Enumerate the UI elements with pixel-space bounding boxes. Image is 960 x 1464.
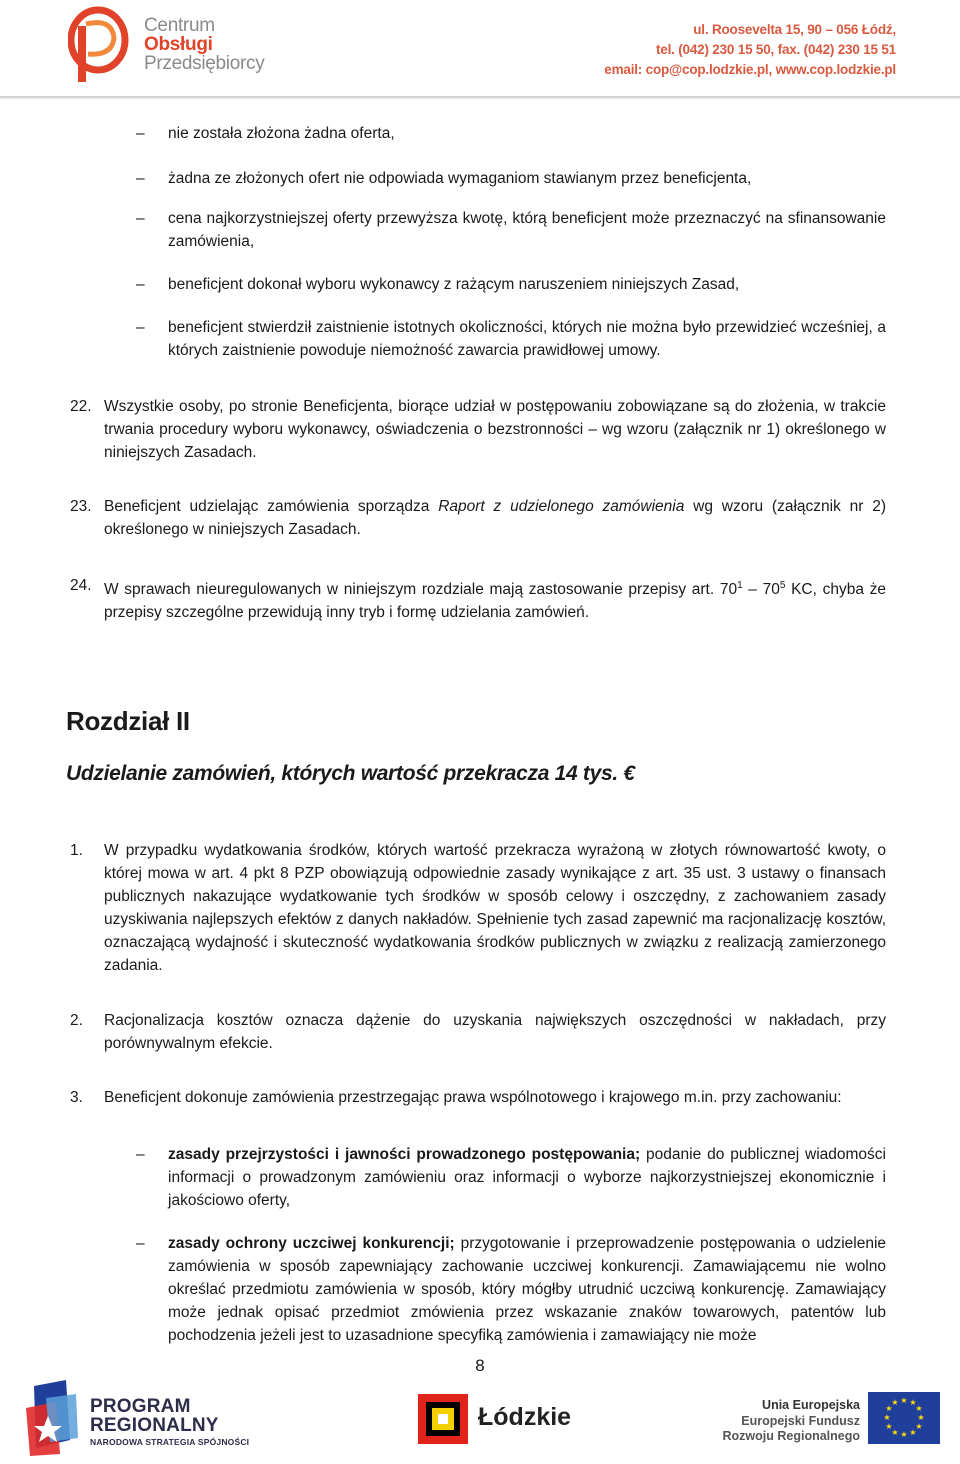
page-number: 8 xyxy=(475,1356,485,1375)
principle-name: zasady ochrony uczciwej konkurencji; xyxy=(168,1235,455,1252)
contact-email: email: cop@cop.lodzkie.pl, www.cop.lodzkie.pl xyxy=(604,62,896,77)
program-line-3: NARODOWA STRATEGIA SPÓJNOŚCI xyxy=(90,1437,250,1447)
paragraph-text-start: Beneficjent udzielając zamówienia sporządza xyxy=(104,498,439,515)
list-item xyxy=(136,273,886,296)
superscript: 1 xyxy=(737,580,743,591)
program-regionalny-text xyxy=(90,1398,249,1449)
paragraph-text: Beneficjent dokonuje zamówienia przestrzegając prawa wspólnotowego i krajowego m.in. przy zachowaniu: xyxy=(104,1089,842,1106)
header-divider xyxy=(0,96,960,99)
eu-flag-icon xyxy=(868,1392,940,1444)
paragraph-text-end: KC, chyba że przepisy szczególne przewidują inny tryb i formę udzielania zamówień. xyxy=(104,581,886,622)
list-item xyxy=(136,1232,887,1347)
list-item-text: beneficjent dokonał wyboru wykonawcy z rażącym naruszeniem niniejszych Zasad, xyxy=(168,276,740,293)
lodzkie-label: Łódzkie xyxy=(478,1403,572,1431)
dash-bullet: – xyxy=(136,1146,145,1163)
list-item-text: cena najkorzystniejszej oferty przewyższa kwotę, którą beneficjent może przeznaczyć na sfinansowanie zamówienia, xyxy=(168,210,886,250)
eu-line-1: Unia Europejska xyxy=(762,1398,860,1412)
dash-bullet: – xyxy=(136,319,145,336)
report-title: Raport z udzielonego zamówienia xyxy=(438,498,685,515)
list-item-text: żadna ze złożonych ofert nie odpowiada wymaganiom stawianym przez beneficjenta, xyxy=(168,170,752,187)
contact-address: ul. Roosevelta 15, 90 – 056 Łódź, xyxy=(693,22,896,37)
svg-text:★: ★ xyxy=(909,1428,917,1437)
list-item xyxy=(136,1143,886,1212)
paragraph-number: 2. xyxy=(70,1012,83,1029)
svg-text:★: ★ xyxy=(915,1404,923,1413)
contact-phone: tel. (042) 230 15 50, fax. (042) 230 15 51 xyxy=(655,42,896,57)
list-item xyxy=(136,316,886,362)
list-item xyxy=(136,167,886,190)
cop-logo-icon xyxy=(68,6,132,84)
principle-text: przygotowanie i przeprowadzenie postępowania o udzielenie zamówienia w sposób zapewniający zachowanie uczciwej konkurencji. Zamawiającemu nie wolno określać przedmiotu zamówienia w sposób, który mógłby utrudnić uczciwą konkurencję. Zamawiający może jednak opisać przedmiot zmówienia przez wskazanie znaków towarowych, patentów lub pochodzenia jeżeli jest to uzasadnione specyfiką zamówienia i zamawiający nie może xyxy=(168,1235,887,1344)
chapter-subtitle: Udzielanie zamówień, których wartość przekracza 14 tys. € xyxy=(66,762,635,785)
dash-bullet: – xyxy=(136,170,145,187)
dash-bullet: – xyxy=(136,125,145,142)
paragraph-number: 23. xyxy=(70,498,92,515)
svg-text:★: ★ xyxy=(885,1404,893,1413)
paragraph-text-mid: – 70 xyxy=(742,581,780,599)
numbered-paragraph xyxy=(70,839,886,977)
svg-text:★: ★ xyxy=(891,1428,899,1437)
page-header xyxy=(0,0,960,96)
eu-fund-text xyxy=(700,1398,860,1445)
eu-line-2: Europejski Fundusz xyxy=(741,1413,860,1428)
svg-text:★: ★ xyxy=(900,1396,908,1405)
paragraph-text-start: W sprawach nieuregulowanych w niniejszym rozdziale mają zastosowanie przepisy art. 70 xyxy=(104,581,738,599)
list-item xyxy=(136,207,886,253)
paragraph-text: Racjonalizacja kosztów oznacza dążenie do uzyskania największych oszczędności w nakładach, przy porównywalnym efekcie. xyxy=(104,1012,886,1052)
numbered-paragraph xyxy=(70,574,886,624)
numbered-paragraph xyxy=(70,495,886,541)
contact-block xyxy=(604,20,896,80)
paragraph-text: Wszystkie osoby, po stronie Beneficjenta, biorące udział w postępowaniu zobowiązane są do złożenia, w trakcie trwania procedury wyboru wykonawcy, oświadczenia o bezstronności – wg wzoru (załącznik nr 1) określonego w niniejszych Zasadach. xyxy=(104,398,886,461)
logo-line-3: Przedsiębiorcy xyxy=(144,53,265,74)
svg-text:★: ★ xyxy=(885,1422,893,1431)
logo-line-2: Obsługi xyxy=(144,34,213,55)
chapter-title: Rozdział II xyxy=(66,706,190,736)
list-item-text: nie została złożona żadna oferta, xyxy=(168,125,395,142)
numbered-paragraph xyxy=(70,395,886,464)
program-line-2: REGIONALNY xyxy=(90,1415,219,1436)
cop-logo-text xyxy=(144,16,264,73)
paragraph-text: W przypadku wydatkowania środków, których wartość przekracza wyrażoną w złotych równowartość kwoty, o której mowa w art. 4 pkt 8 PZP obowiązują odpowiednie zasady wynikające z art. 35 ust. 3 ustawy o finansach publicznych nakazujące wydatkowanie tych środków w sposób celowy i oszczędny, z zachowaniem zasady uzyskiwania najlepszych efektów z danych nakładów. Spełnienie tych zasad zapewnić ma racjonalizację kosztów, oznaczającą wydajność i skuteczność wydatkowania środków publicznych w związku z realizacją zamierzonego zadania. xyxy=(104,842,886,974)
superscript: 5 xyxy=(779,580,786,591)
dash-bullet: – xyxy=(136,1235,145,1252)
svg-text:★: ★ xyxy=(883,1413,891,1422)
program-line-1: PROGRAM xyxy=(90,1396,191,1417)
principle-name: zasady przejrzystości i jawności prowadzonego postępowania; xyxy=(168,1146,641,1163)
logo-line-1: Centrum xyxy=(144,15,215,36)
list-item xyxy=(136,122,886,145)
svg-text:★: ★ xyxy=(915,1422,923,1431)
lodzkie-logo-icon xyxy=(418,1394,468,1444)
svg-text:★: ★ xyxy=(900,1430,908,1439)
paragraph-number: 1. xyxy=(70,842,83,859)
svg-text:★: ★ xyxy=(917,1413,925,1422)
paragraph-text-end: wg wzoru (załącznik nr 2) określonego w niniejszych Zasadach. xyxy=(104,498,886,538)
dash-bullet: – xyxy=(136,276,145,293)
svg-text:★: ★ xyxy=(909,1398,917,1407)
list-item-text: beneficjent stwierdził zaistnienie istotnych okoliczności, których nie można było przewidzieć wcześniej, a których zaistnienie powoduje niemożność zawarcia prawidłowej umowy. xyxy=(168,319,886,359)
program-regionalny-logo-icon xyxy=(26,1380,78,1456)
paragraph-number: 24. xyxy=(70,577,92,594)
svg-text:★: ★ xyxy=(891,1398,899,1407)
paragraph-number: 22. xyxy=(70,398,92,415)
numbered-paragraph xyxy=(70,1009,886,1055)
numbered-paragraph xyxy=(70,1086,886,1109)
principle-text: podanie do publicznej wiadomości informacji o prowadzonym zamówieniu oraz informacji o wyborze najkorzystniejszej ekonomicznie i jakościowo oferty, xyxy=(168,1146,886,1209)
eu-line-3: Rozwoju Regionalnego xyxy=(722,1429,860,1443)
dash-bullet: – xyxy=(136,210,145,227)
paragraph-number: 3. xyxy=(70,1089,83,1106)
